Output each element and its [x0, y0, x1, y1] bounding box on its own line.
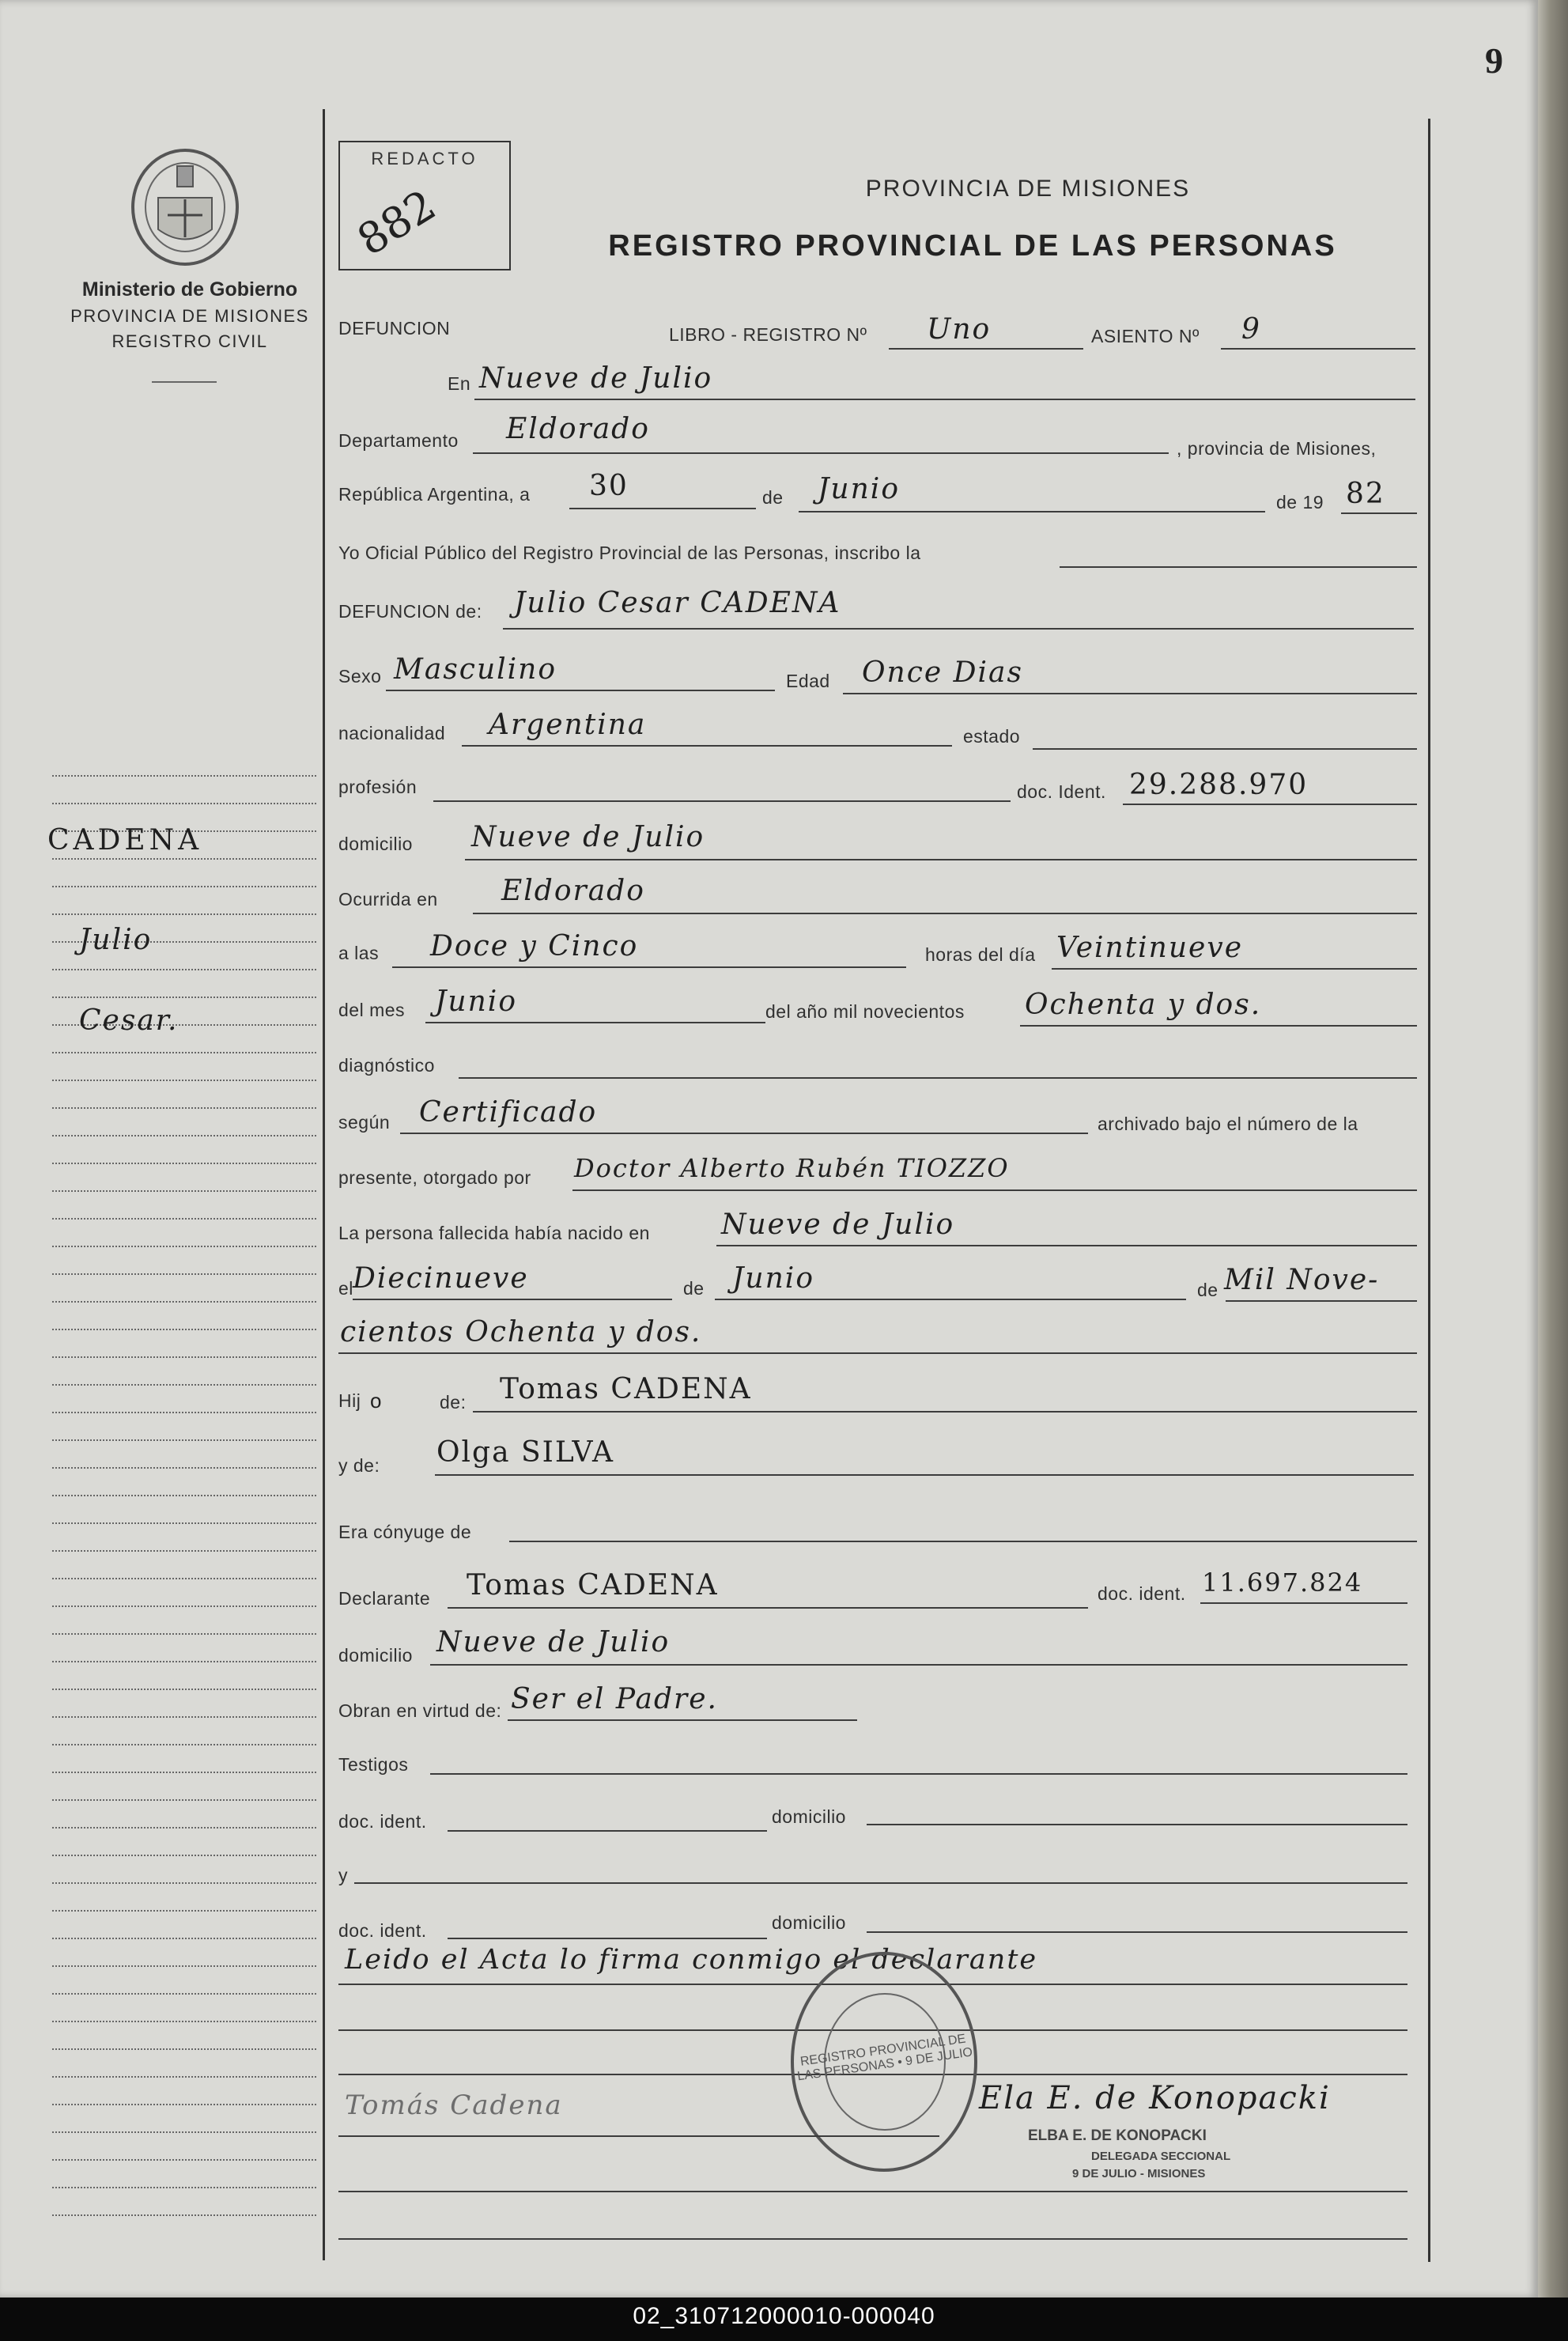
redacto-box: [338, 141, 511, 270]
label-departamento: Departamento: [338, 430, 459, 451]
label-ocurrida: Ocurrida en: [338, 889, 438, 910]
ministry-title: Ministerio de Gobierno: [81, 278, 298, 301]
line-nacionalidad: [462, 745, 952, 747]
value-declarante-dom: Nueve de Julio: [436, 1626, 671, 1658]
line-anio-fallec: [1020, 1025, 1417, 1027]
line-nac-anio-2: [338, 1352, 1417, 1354]
margin-rule-line: [52, 997, 316, 998]
label-diagnostico: diagnóstico: [338, 1055, 435, 1076]
label-testigos: Testigos: [338, 1754, 409, 1775]
label-de19: de 19: [1276, 492, 1324, 512]
value-edad: Once Dias: [862, 656, 1023, 689]
line-libro: [889, 348, 1083, 350]
value-nac-dia: Diecinueve: [353, 1262, 529, 1295]
label-en: En: [448, 373, 471, 394]
value-domicilio: Nueve de Julio: [471, 821, 705, 853]
value-otorgado: Doctor Alberto Rubén TIOZZO: [574, 1153, 1010, 1183]
value-nombre: Julio Cesar CADENA: [514, 587, 841, 619]
label-defuncion: DEFUNCION: [338, 318, 451, 338]
margin-rule-line: [52, 1716, 316, 1718]
footer-code: 02_310712000010-000040: [633, 2303, 935, 2329]
label-declarante: Declarante: [338, 1588, 431, 1609]
label-domicilio-3: domicilio: [772, 1806, 846, 1827]
label-el: el: [338, 1278, 353, 1299]
value-hora: Doce y Cinco: [430, 930, 639, 962]
margin-name-1: Julio: [79, 924, 153, 956]
margin-rule-line: [52, 1384, 316, 1386]
margin-rule-line: [52, 1329, 316, 1330]
line-declarante: [448, 1607, 1088, 1609]
line-declarante-doc: [1200, 1602, 1407, 1604]
line-firma-2: [338, 2191, 1407, 2192]
value-nac-mes: Junio: [732, 1262, 814, 1295]
margin-rule-line: [52, 1467, 316, 1469]
line-departamento: [473, 452, 1169, 454]
label-del-anio: del año mil novecientos: [765, 1001, 965, 1022]
value-cierre: Leido el Acta lo firma conmigo el declarante: [345, 1944, 1038, 1976]
value-anio: 82: [1346, 478, 1385, 510]
line-declarante-dom: [430, 1664, 1407, 1666]
margin-rule-line: [52, 1107, 316, 1109]
margin-rule-line: [52, 2048, 316, 2050]
value-libro: Uno: [927, 313, 992, 346]
margin-rule-line: [52, 1661, 316, 1662]
label-de-mid: de: [683, 1278, 705, 1299]
ministry-divider: [152, 381, 217, 383]
line-oficial: [1060, 566, 1417, 568]
line-testigo-2: [354, 1882, 1407, 1884]
line-virtud: [508, 1719, 857, 1721]
redacto-label: REDACTO: [371, 149, 478, 168]
margin-rule-line: [52, 803, 316, 804]
signature-stamp-name: ELBA E. DE KONOPACKI: [1028, 2127, 1207, 2144]
margin-rule-line: [52, 1135, 316, 1136]
value-ocurrida: Eldorado: [501, 875, 645, 907]
margin-rule-line: [52, 1633, 316, 1635]
label-oficial: Yo Oficial Público del Registro Provincial de las Personas, inscribo la: [338, 543, 921, 563]
label-nacido: La persona fallecida había nacido en: [338, 1223, 650, 1243]
stamp-text: REGISTRO PROVINCIAL DE LAS PERSONAS • 9 DE JULIO: [796, 2032, 973, 2084]
value-hijo-sufijo: o: [370, 1389, 382, 1413]
line-testigo-doc: [448, 1830, 767, 1832]
margin-rule-line: [52, 1218, 316, 1220]
margin-rule-line: [52, 1052, 316, 1053]
line-sexo: [386, 690, 775, 691]
label-domicilio-4: domicilio: [772, 1912, 846, 1933]
label-estado: estado: [963, 726, 1021, 747]
label-a-las: a las: [338, 943, 380, 963]
value-declarante: Tomas CADENA: [467, 1569, 719, 1602]
label-segun: según: [338, 1112, 391, 1133]
page-edge: [1538, 0, 1568, 2298]
margin-rule-line: [52, 2021, 316, 2022]
ministry-block: [32, 278, 348, 352]
margin-rule-line: [52, 1744, 316, 1745]
line-firma-1: [338, 2135, 939, 2137]
ministry-province: PROVINCIA DE MISIONES: [70, 306, 309, 326]
line-segun: [400, 1133, 1088, 1134]
margin-rule: [323, 109, 325, 2260]
margin-rule-line: [52, 2104, 316, 2105]
margin-rule-line: [52, 1965, 316, 1967]
margin-rule-line: [52, 1689, 316, 1690]
label-asiento: ASIENTO Nº: [1091, 326, 1200, 346]
margin-rule-line: [52, 969, 316, 970]
line-madre: [435, 1474, 1414, 1476]
label-presente: presente, otorgado por: [338, 1167, 531, 1188]
line-testigo-dom: [867, 1824, 1407, 1825]
margin-rule-line: [52, 2214, 316, 2216]
margin-rule-line: [52, 1080, 316, 1081]
margin-rule-line: [52, 1301, 316, 1303]
label-y-de: y de:: [338, 1455, 380, 1476]
margin-rule-line: [52, 1439, 316, 1441]
line-domicilio: [465, 859, 1417, 860]
label-defuncion-de: DEFUNCION de:: [338, 601, 482, 622]
header-registry: REGISTRO PROVINCIAL DE LAS PERSONAS: [608, 229, 1337, 263]
line-nac-mes: [715, 1299, 1186, 1300]
label-de-end: de: [1197, 1280, 1219, 1300]
value-segun: Certificado: [419, 1096, 598, 1129]
margin-rule-line: [52, 2131, 316, 2133]
margin-rule-line: [52, 913, 316, 915]
value-padre: Tomas CADENA: [500, 1373, 752, 1405]
margin-rule-line: [52, 1522, 316, 1524]
margin-surname: CADENA: [47, 824, 203, 857]
margin-rule-line: [52, 1163, 316, 1164]
margin-rule-line: [52, 1550, 316, 1552]
margin-rule-line: [52, 1190, 316, 1192]
value-anio-fallec: Ochenta y dos.: [1025, 989, 1262, 1021]
value-en: Nueve de Julio: [479, 362, 713, 395]
line-padre: [473, 1411, 1417, 1413]
value-mes-fallec: Junio: [435, 985, 517, 1018]
value-departamento: Eldorado: [506, 413, 650, 445]
margin-rule-line: [52, 1495, 316, 1496]
margin-rule-line: [52, 1938, 316, 1939]
margin-rule-line: [52, 2187, 316, 2188]
line-estado: [1033, 748, 1417, 750]
value-nac-anio-2: cientos Ochenta y dos.: [340, 1316, 702, 1348]
label-doc-ident: doc. Ident.: [1017, 781, 1106, 802]
right-rule: [1428, 119, 1430, 2262]
line-anio: [1341, 512, 1417, 514]
official-stamp: [791, 1952, 977, 2172]
value-nacionalidad: Argentina: [489, 709, 647, 741]
value-madre: Olga SILVA: [436, 1436, 615, 1469]
label-conyuge: Era cónyuge de: [338, 1522, 472, 1542]
value-nacido: Nueve de Julio: [721, 1208, 955, 1241]
value-declarante-doc: 11.697.824: [1202, 1568, 1363, 1598]
signature-declarante: Tomás Cadena: [345, 2090, 563, 2121]
label-sexo: Sexo: [338, 666, 382, 686]
margin-rule-line: [52, 2076, 316, 2078]
header-province: PROVINCIA DE MISIONES: [865, 176, 1191, 202]
value-dia: 30: [589, 470, 629, 502]
line-conyuge: [509, 1541, 1417, 1542]
margin-rule-line: [52, 886, 316, 887]
line-mes-fallec: [425, 1022, 765, 1023]
value-doc-ident: 29.288.970: [1129, 769, 1309, 801]
margin-rule-line: [52, 1910, 316, 1912]
value-nac-anio-1: Mil Nove-: [1224, 1264, 1380, 1296]
label-edad: Edad: [786, 671, 830, 691]
label-domicilio-2: domicilio: [338, 1645, 413, 1666]
line-nac-anio: [1226, 1300, 1417, 1302]
margin-rule-line: [52, 1578, 316, 1579]
line-testigos: [430, 1773, 1407, 1775]
page-number: 9: [1485, 40, 1503, 81]
margin-rule-line: [52, 1273, 316, 1275]
line-dia-fallec: [1052, 968, 1417, 970]
line-asiento: [1221, 348, 1415, 350]
line-mes: [799, 511, 1265, 512]
label-y: y: [338, 1865, 348, 1885]
line-nac-dia: [353, 1299, 672, 1300]
line-ocurrida: [473, 913, 1417, 914]
margin-rule-line: [52, 1605, 316, 1607]
label-nacionalidad: nacionalidad: [338, 723, 446, 743]
line-nacido: [716, 1245, 1417, 1246]
line-en: [474, 399, 1415, 400]
label-archivado: archivado bajo el número de la: [1098, 1114, 1358, 1134]
value-mes: Junio: [818, 473, 900, 505]
line-testigo2-doc: [448, 1938, 767, 1939]
label-profesion: profesión: [338, 777, 418, 797]
value-sexo: Masculino: [394, 653, 557, 686]
line-otorgado: [572, 1189, 1417, 1191]
provincial-seal: [119, 142, 251, 269]
line-doc-ident: [1123, 804, 1417, 805]
value-virtud: Ser el Padre.: [511, 1683, 718, 1715]
line-testigo2-dom: [867, 1931, 1407, 1933]
label-obran: Obran en virtud de:: [338, 1700, 502, 1721]
signature-stamp-place: 9 DE JULIO - MISIONES: [1072, 2167, 1206, 2180]
label-doc-ident-4: doc. ident.: [338, 1920, 427, 1941]
line-edad: [843, 693, 1417, 694]
label-libro: LIBRO - REGISTRO Nº: [669, 324, 867, 345]
value-asiento: 9: [1241, 313, 1261, 346]
margin-rule-line: [52, 1827, 316, 1829]
margin-rule-line: [52, 1412, 316, 1413]
margin-rule-line: [52, 775, 316, 777]
signature-oficial: Ela E. de Konopacki: [979, 2080, 1331, 2116]
label-domicilio: domicilio: [338, 834, 413, 854]
margin-rule-line: [52, 1882, 316, 1884]
label-doc-ident-3: doc. ident.: [338, 1811, 427, 1832]
margin-rule-line: [52, 1772, 316, 1773]
value-dia-fallec: Veintinueve: [1056, 932, 1243, 964]
label-republica: República Argentina, a: [338, 484, 531, 505]
ministry-registry: REGISTRO CIVIL: [111, 331, 268, 351]
label-hijo: Hij: [338, 1390, 361, 1411]
line-firma-3: [338, 2238, 1407, 2240]
line-diagnostico: [459, 1077, 1417, 1079]
label-de: de: [762, 487, 784, 508]
signature-stamp-role: DELEGADA SECCIONAL: [1091, 2150, 1231, 2163]
line-hora: [392, 966, 906, 968]
margin-rule-line: [52, 1993, 316, 1995]
label-doc-ident-2: doc. ident.: [1098, 1583, 1186, 1604]
line-profesion: [433, 800, 1011, 802]
margin-rule-line: [52, 2159, 316, 2161]
margin-rule-line: [52, 1356, 316, 1358]
margin-rule-line: [52, 858, 316, 860]
margin-rule-line: [52, 1855, 316, 1856]
label-hijo-de: de:: [440, 1392, 467, 1413]
line-nombre: [503, 628, 1414, 630]
line-dia: [569, 508, 756, 509]
label-provincia: , provincia de Misiones,: [1177, 438, 1377, 459]
margin-rule-line: [52, 1246, 316, 1247]
margin-rule-line: [52, 1799, 316, 1801]
label-horas: horas del día: [925, 944, 1036, 965]
redacto-number: 882: [349, 180, 444, 266]
margin-name-2: Cesar.: [79, 1004, 179, 1037]
label-del-mes: del mes: [338, 1000, 406, 1020]
